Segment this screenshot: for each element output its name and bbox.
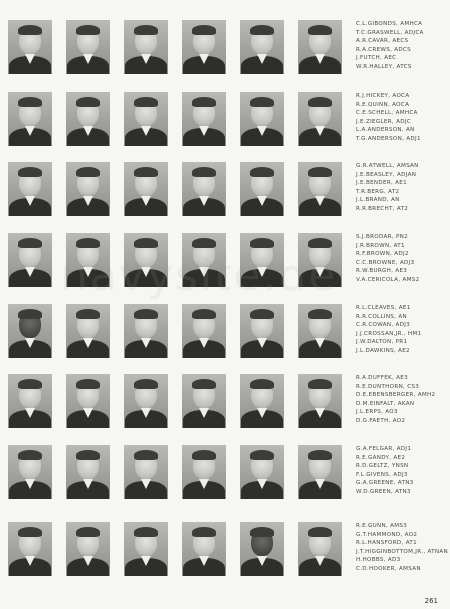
name-list bbox=[356, 233, 450, 285]
portrait-photo bbox=[298, 445, 342, 499]
portrait-photo bbox=[124, 374, 168, 428]
crew-name: R.L.CLEAVES, AE1 bbox=[356, 305, 411, 311]
portrait-photo bbox=[66, 374, 110, 428]
crew-name: G.R.ATWELL, AMSAN bbox=[356, 163, 419, 169]
portrait-photo bbox=[124, 522, 168, 576]
crew-name: C.C.BROWNE, ADJ3 bbox=[356, 259, 415, 266]
portrait-photo bbox=[240, 445, 284, 499]
portrait-photo bbox=[8, 522, 52, 576]
crew-name: R.D.GELTZ, YNSN bbox=[356, 463, 409, 470]
crew-name: C.D.HOOKER, AMSAN bbox=[356, 565, 421, 572]
crew-name: R.E.GANDY, AE2 bbox=[356, 454, 406, 461]
crew-name: R.A.CREWS, ADCS bbox=[356, 46, 412, 53]
portrait-row bbox=[8, 162, 448, 217]
portrait-photo bbox=[66, 92, 110, 146]
portrait-row bbox=[8, 522, 448, 577]
crew-name: R.R.COLLINS, AN bbox=[356, 313, 407, 320]
portrait-group bbox=[8, 445, 348, 500]
portrait-photo bbox=[124, 445, 168, 499]
name-list bbox=[356, 304, 450, 356]
crew-name: C.R.COWAN, ADJ3 bbox=[356, 322, 411, 329]
crew-name: J.E.BEASLEY, ADJAN bbox=[356, 171, 417, 178]
crew-name: V.A.CERICOLA, AMS2 bbox=[356, 276, 420, 283]
portrait-photo bbox=[66, 445, 110, 499]
portrait-photo bbox=[8, 374, 52, 428]
crew-name: T.C.GRASWELL, ADJCA bbox=[356, 29, 424, 36]
crew-name: R.J.HICKEY, AOCA bbox=[356, 93, 410, 99]
crew-name: C.L.GIBONDS, AMHCA bbox=[356, 21, 423, 27]
portrait-photo bbox=[8, 445, 52, 499]
crew-name: J.J.CROSSAN,JR., HM1 bbox=[356, 330, 422, 337]
crew-name: R.E.QUINN, AOCA bbox=[356, 101, 410, 108]
crew-name: D.M.EINFALT, AKAN bbox=[356, 400, 415, 407]
crew-name: R.A.DUFFEK, AE3 bbox=[356, 375, 408, 381]
portrait-photo bbox=[298, 304, 342, 358]
portrait-row bbox=[8, 374, 448, 429]
crew-name: R.E.DUNTHORN, CS3 bbox=[356, 383, 420, 390]
portrait-photo bbox=[182, 522, 226, 576]
crew-name: R.E.GUNN, AMS3 bbox=[356, 523, 408, 529]
portrait-photo bbox=[298, 162, 342, 216]
portrait-photo bbox=[298, 374, 342, 428]
portrait-photo bbox=[298, 20, 342, 74]
crew-name: R.W.BURGH, AE3 bbox=[356, 268, 408, 275]
portrait-group bbox=[8, 522, 348, 577]
crew-name: T.R.BERG, AT2 bbox=[356, 188, 400, 195]
crew-name: J.E.ZIEGLER, ADJC bbox=[356, 118, 411, 125]
portrait-group bbox=[8, 374, 348, 429]
portrait-photo bbox=[182, 445, 226, 499]
crew-name: T.G.ANDERSON, ADJ1 bbox=[356, 135, 421, 142]
name-list bbox=[356, 92, 450, 144]
crew-name: J.T.HIGGINBOTTOM,JR., ATNAN bbox=[356, 548, 448, 555]
crew-name: C.E.SCHELL, AMHCA bbox=[356, 110, 418, 117]
crew-name: R.R.BRECHT, AT2 bbox=[356, 205, 409, 212]
crew-name: R.L.HANSFORD, AT1 bbox=[356, 540, 417, 547]
portrait-photo bbox=[8, 162, 52, 216]
name-list bbox=[356, 445, 450, 497]
portrait-group bbox=[8, 162, 348, 217]
crew-name: D.G.FAETH, AO2 bbox=[356, 417, 406, 424]
portrait-photo bbox=[8, 92, 52, 146]
portrait-group bbox=[8, 304, 348, 359]
portrait-photo bbox=[66, 162, 110, 216]
name-list bbox=[356, 522, 450, 574]
portrait-photo bbox=[182, 304, 226, 358]
crew-name: H.HOBBS, AD3 bbox=[356, 557, 401, 564]
crew-name: J.W.DALTON, PR1 bbox=[356, 339, 408, 346]
crew-name: G.T.HAMMOND, AO2 bbox=[356, 531, 418, 538]
crew-name: D.E.EBENSBERGER, AMH2 bbox=[356, 392, 436, 399]
name-list bbox=[356, 374, 450, 426]
crew-name: A.R.CAVAR, AECS bbox=[356, 38, 409, 45]
portrait-photo bbox=[240, 304, 284, 358]
portrait-photo bbox=[240, 162, 284, 216]
portrait-photo bbox=[298, 522, 342, 576]
crew-name: G.A.GREENE, ATN3 bbox=[356, 480, 414, 487]
portrait-photo bbox=[182, 162, 226, 216]
portrait-photo bbox=[182, 92, 226, 146]
crew-name: W.R.HALLEY, ATCS bbox=[356, 63, 412, 70]
portrait-photo bbox=[8, 233, 52, 287]
name-list bbox=[356, 162, 450, 214]
portrait-photo bbox=[66, 20, 110, 74]
crew-name: W.D.GREEN, ATN3 bbox=[356, 488, 411, 495]
portrait-photo bbox=[240, 92, 284, 146]
watermark: navysite.de bbox=[60, 250, 338, 301]
portrait-photo bbox=[240, 522, 284, 576]
crew-name: G.A.FELGAR, ADJ1 bbox=[356, 446, 412, 452]
portrait-photo bbox=[124, 304, 168, 358]
crew-name: J.R.BROWN, AT1 bbox=[356, 242, 405, 249]
portrait-row bbox=[8, 20, 448, 75]
portrait-group bbox=[8, 20, 348, 75]
crew-name: R.F.BROWN, ADJ2 bbox=[356, 251, 409, 258]
portrait-photo bbox=[298, 92, 342, 146]
portrait-photo bbox=[182, 374, 226, 428]
portrait-row bbox=[8, 92, 448, 147]
crew-name: J.E.BENDER, AE1 bbox=[356, 180, 408, 187]
crew-name: J.L.ERPS, AO3 bbox=[356, 409, 398, 416]
crew-name: J.FUTCH, AEC bbox=[356, 55, 397, 62]
portrait-photo bbox=[240, 374, 284, 428]
page-number: 261 bbox=[424, 597, 438, 605]
crew-name: S.J.BRODAR, PN2 bbox=[356, 234, 408, 240]
crew-name: J.L.DAWKINS, AE2 bbox=[356, 347, 410, 354]
portrait-photo bbox=[8, 304, 52, 358]
name-list bbox=[356, 20, 450, 72]
portrait-photo bbox=[124, 92, 168, 146]
portrait-photo bbox=[66, 304, 110, 358]
crew-name: L.A.ANDERSON, AN bbox=[356, 127, 415, 134]
portrait-row bbox=[8, 445, 448, 500]
portrait-photo bbox=[182, 20, 226, 74]
crew-name: F.L.GIVENS, ADJ3 bbox=[356, 471, 408, 478]
crew-name: J.L.BRAND, AN bbox=[356, 197, 400, 204]
portrait-photo bbox=[66, 522, 110, 576]
portrait-photo bbox=[240, 20, 284, 74]
portrait-row bbox=[8, 304, 448, 359]
portrait-photo bbox=[8, 20, 52, 74]
portrait-group bbox=[8, 92, 348, 147]
portrait-photo bbox=[124, 20, 168, 74]
portrait-photo bbox=[124, 162, 168, 216]
